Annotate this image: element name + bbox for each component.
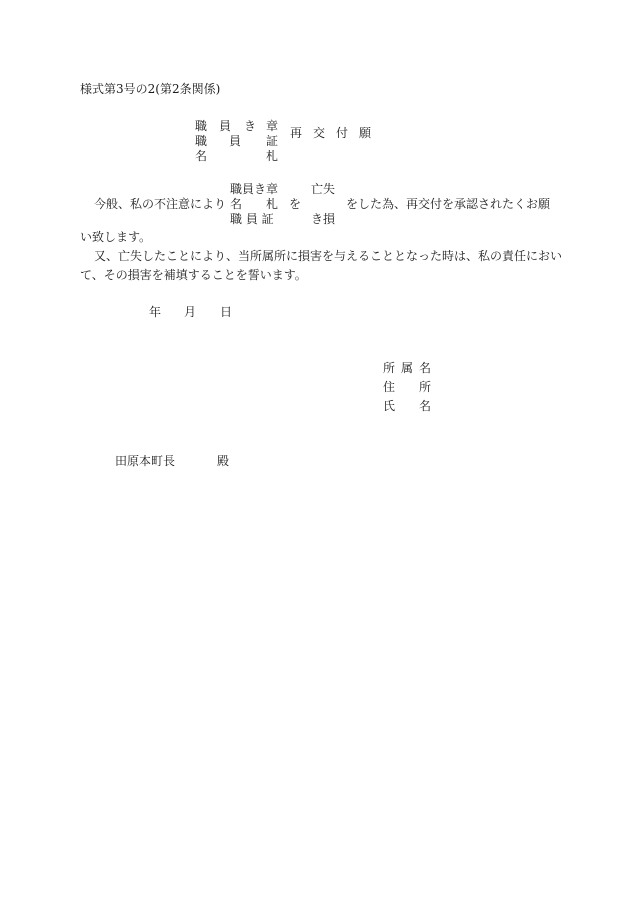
date-month: 月 [184,305,197,319]
title-suffix-2: 交 [313,126,326,140]
title-suffix-1: 再 [290,126,303,140]
title-col4-row1: 章 [266,119,279,133]
title-suffix-4: 願 [359,126,372,140]
affiliation-char-2: 属 [401,361,414,375]
title-suffix-3: 付 [336,126,349,140]
body-line1-lead: 今般、私の不注意により [94,197,227,211]
address-char-1: 住 [383,380,396,394]
items-top: 職員き章 [230,182,279,196]
items-bottom: 職 員 証 [230,212,274,226]
name-char-2: 名 [419,399,432,413]
reason-bottom: き損 [311,212,336,226]
date-day: 日 [220,305,233,319]
addressee-name: 田原本町長 [115,454,176,468]
name-char-1: 氏 [383,399,396,413]
affiliation-char-1: 所 [383,361,396,375]
title-col1-row3: 名 [195,149,208,163]
title-col4-row2: 証 [266,134,279,148]
title-col4-row3: 札 [266,149,279,163]
date-year: 年 [149,305,162,319]
title-col2-row2: 員 [229,134,242,148]
affiliation-char-3: 名 [419,361,432,375]
form-number: 様式第3号の2(第2条関係) [80,82,221,96]
items-mid-b: 札 [266,197,279,211]
title-col1-row1: 職 [195,119,208,133]
title-col3-row1: き [244,119,257,133]
items-mid-a: 名 [230,197,243,211]
reason-top: 亡失 [311,182,336,196]
particle: を [289,197,302,211]
body-line4: て、その損害を補填することを誓います。 [80,268,307,282]
body-line3: 又、亡失したことにより、当所属所に損害を与えることとなった時は、私の責任におい [94,249,563,263]
addressee-honorific: 殿 [217,454,230,468]
body-line2: い致します。 [80,230,152,244]
title-col1-row2: 職 [195,134,208,148]
address-char-2: 所 [419,380,432,394]
title-col2-row1: 員 [219,119,232,133]
body-line1-tail: をした為、再交付を承認されたくお願 [346,197,551,211]
